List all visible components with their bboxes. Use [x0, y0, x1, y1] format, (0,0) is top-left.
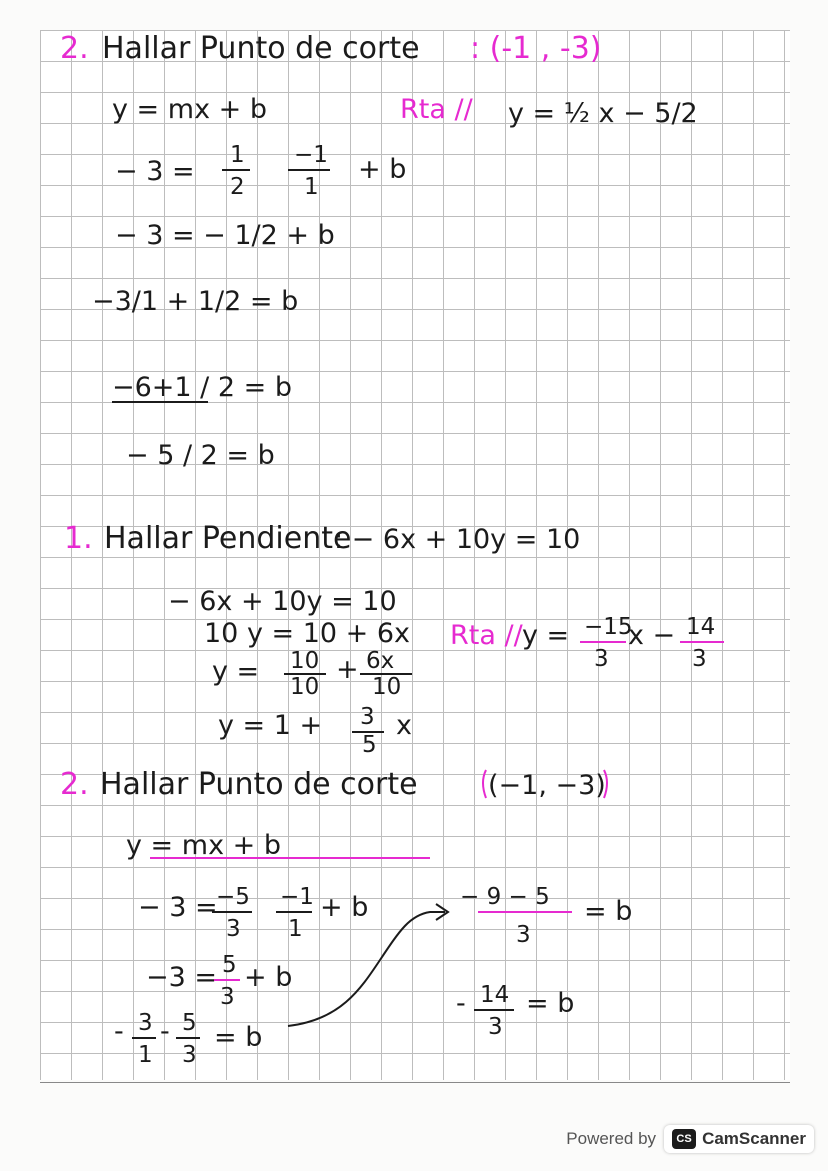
minus-sign-2: -	[160, 1016, 170, 1047]
problem-2-title: Hallar Pendiente	[104, 521, 352, 556]
problem-3-line-2-rest: + b	[244, 962, 293, 993]
problem-2-answer-n2: 14	[686, 614, 716, 640]
plus-sign: +	[336, 654, 359, 685]
connector-arrow	[288, 912, 445, 1026]
problem-3-line-1-n1: −5	[216, 884, 250, 910]
problem-2-answer-label: Rta //	[450, 620, 523, 651]
problem-2-line-3-n2: 6x	[366, 648, 395, 674]
minus-sign-3: -	[456, 988, 466, 1019]
problem-1-line-1-rest: + b	[358, 154, 407, 185]
frac-a-denominator: 2	[230, 174, 245, 200]
problem-2-answer-d2: 3	[692, 646, 707, 672]
problem-3-line-1-d2: 1	[288, 916, 303, 942]
minus-sign: -	[114, 1016, 124, 1047]
frac-b-numerator: −1	[294, 142, 328, 168]
problem-1-line-3: −3/1 + 1/2 = b	[92, 286, 299, 317]
problem-2-line-3-d2: 10	[372, 674, 402, 700]
problem-3-line-2-n: 5	[222, 952, 237, 978]
problem-1-title: Hallar Punto de corte	[102, 31, 420, 66]
problem-3-formula: y = mx + b	[126, 830, 281, 861]
frac-b-denominator: 1	[304, 174, 319, 200]
problem-1-line-2: − 3 = − 1/2 + b	[115, 220, 335, 251]
problem-1-number: 2.	[60, 31, 89, 66]
problem-3-line-3-rest: = b	[214, 1022, 263, 1053]
powered-by-text: Powered by	[566, 1129, 657, 1148]
problem-2-answer-x: x −	[628, 620, 676, 651]
problem-3-right-2-d: 3	[488, 1014, 503, 1040]
problem-1-line-4: −6+1 / 2 = b	[112, 372, 292, 403]
problem-1-line-5: − 5 / 2 = b	[126, 440, 275, 471]
camscanner-badge[interactable]	[664, 1125, 814, 1153]
camscanner-brand: CamScanner	[702, 1129, 806, 1148]
problem-1-answer: y = ½ x − 5/2	[508, 98, 698, 129]
problem-2-answer-lhs: y =	[522, 620, 570, 651]
problem-1-point: : (-1 , -3)	[470, 31, 602, 66]
problem-2-line-1: − 6x + 10y = 10	[168, 586, 397, 617]
problem-3-line-2-lhs: −3 =	[146, 962, 218, 993]
problem-3-line-1-n2: −1	[280, 884, 314, 910]
problem-2-line-4-x: x	[396, 710, 412, 741]
problem-2-line-2: 10 y = 10 + 6x	[204, 618, 411, 649]
problem-3-right-2-rest: = b	[526, 988, 575, 1019]
problem-3-line-3-d2: 3	[182, 1042, 197, 1068]
problem-3-right-2-n: 14	[480, 982, 510, 1008]
problem-2-answer-d1: 3	[594, 646, 609, 672]
problem-3-point: (−1, −3)	[488, 770, 606, 801]
frac-a-numerator: 1	[230, 142, 245, 168]
problem-3-line-2-d: 3	[220, 984, 235, 1010]
problem-3-right-1-d: 3	[516, 922, 531, 948]
problem-1-formula: y = mx + b	[112, 94, 267, 125]
problem-1-line-1: − 3 =	[115, 156, 195, 187]
camscanner-logo-icon: CS	[672, 1129, 696, 1149]
problem-3-line-1-rest: + b	[320, 892, 369, 923]
problem-3-number: 2.	[60, 767, 89, 802]
scanner-footer	[566, 1121, 814, 1157]
problem-2-number: 1.	[64, 521, 93, 556]
problem-3-line-3-n2: 5	[182, 1010, 197, 1036]
problem-3-line-3-d1: 1	[138, 1042, 153, 1068]
problem-1-answer-label: Rta //	[400, 94, 473, 125]
problem-3	[60, 767, 632, 1068]
problem-2-line-3-n1: 10	[290, 648, 320, 674]
problem-2-line-4-d: 5	[362, 732, 377, 758]
problem-3-right-1-rest: = b	[584, 896, 633, 927]
problem-1	[60, 31, 698, 471]
problem-2-line-3-d1: 10	[290, 674, 320, 700]
problem-3-right-1-n: − 9 − 5	[460, 884, 550, 910]
problem-2-line-4-lhs: y = 1 +	[218, 710, 323, 741]
problem-3-line-1-lhs: − 3 =	[138, 892, 218, 923]
problem-2-line-3-lhs: y =	[212, 656, 260, 687]
problem-2-answer-n1: −15	[584, 614, 633, 640]
problem-2-line-4-n: 3	[360, 704, 375, 730]
problem-3-title: Hallar Punto de corte	[100, 767, 418, 802]
problem-3-line-3-n1: 3	[138, 1010, 153, 1036]
problem-2-equation: : − 6x + 10y = 10	[334, 524, 581, 555]
problem-2	[64, 521, 724, 758]
problem-3-line-1-d1: 3	[226, 916, 241, 942]
